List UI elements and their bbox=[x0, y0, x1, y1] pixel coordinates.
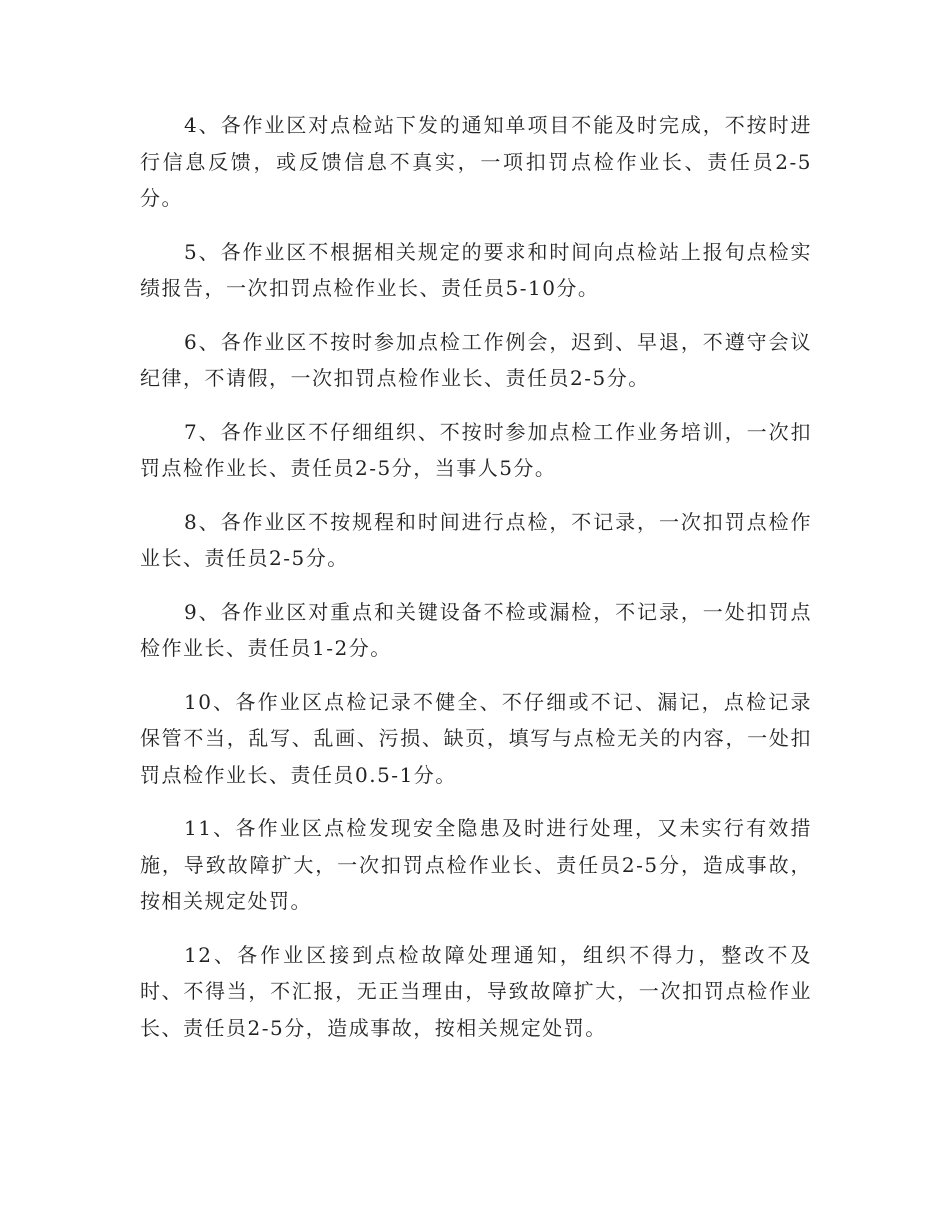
paragraph-9: 9、各作业区对重点和关键设备不检或漏检，不记录，一处扣罚点检作业长、责任员1-2分。 bbox=[140, 599, 812, 660]
paragraph-4: 4、各作业区对点检站下发的通知单项目不能及时完成，不按时进行信息反馈，或反馈信息不真实，一项扣罚点检作业长、责任员2-5分。 bbox=[140, 113, 812, 210]
paragraph-12: 12、各作业区接到点检故障处理通知，组织不得力，整改不及时、不得当，不汇报，无正当理由，导致故障扩大，一次扣罚点检作业长、责任员2-5分，造成事故，按相关规定处罚。 bbox=[140, 942, 812, 1040]
paragraph-10: 10、各作业区点检记录不健全、不仔细或不记、漏记，点检记录保管不当，乱写、乱画、污损、缺页，填写与点检无关的内容，一处扣罚点检作业长、责任员0.5-1分。 bbox=[140, 689, 812, 787]
paragraph-11: 11、各作业区点检发现安全隐患及时进行处理，又未实行有效措施，导致故障扩大，一次扣罚点检作业长、责任员2-5分，造成事故，按相关规定处罚。 bbox=[140, 816, 812, 913]
paragraph-7: 7、各作业区不仔细组织、不按时参加点检工作业务培训，一次扣罚点检作业长、责任员2-5分，当事人5分。 bbox=[140, 419, 812, 480]
paragraph-8: 8、各作业区不按规程和时间进行点检，不记录，一次扣罚点检作业长、责任员2-5分。 bbox=[140, 509, 812, 570]
paragraph-6: 6、各作业区不按时参加点检工作例会，迟到、早退，不遵守会议纪律，不请假，一次扣罚点检作业长、责任员2-5分。 bbox=[140, 329, 812, 390]
document-body bbox=[140, 107, 812, 1063]
paragraph-5: 5、各作业区不根据相关规定的要求和时间向点检站上报旬点检实绩报告，一次扣罚点检作业长、责任员5-10分。 bbox=[140, 239, 812, 300]
